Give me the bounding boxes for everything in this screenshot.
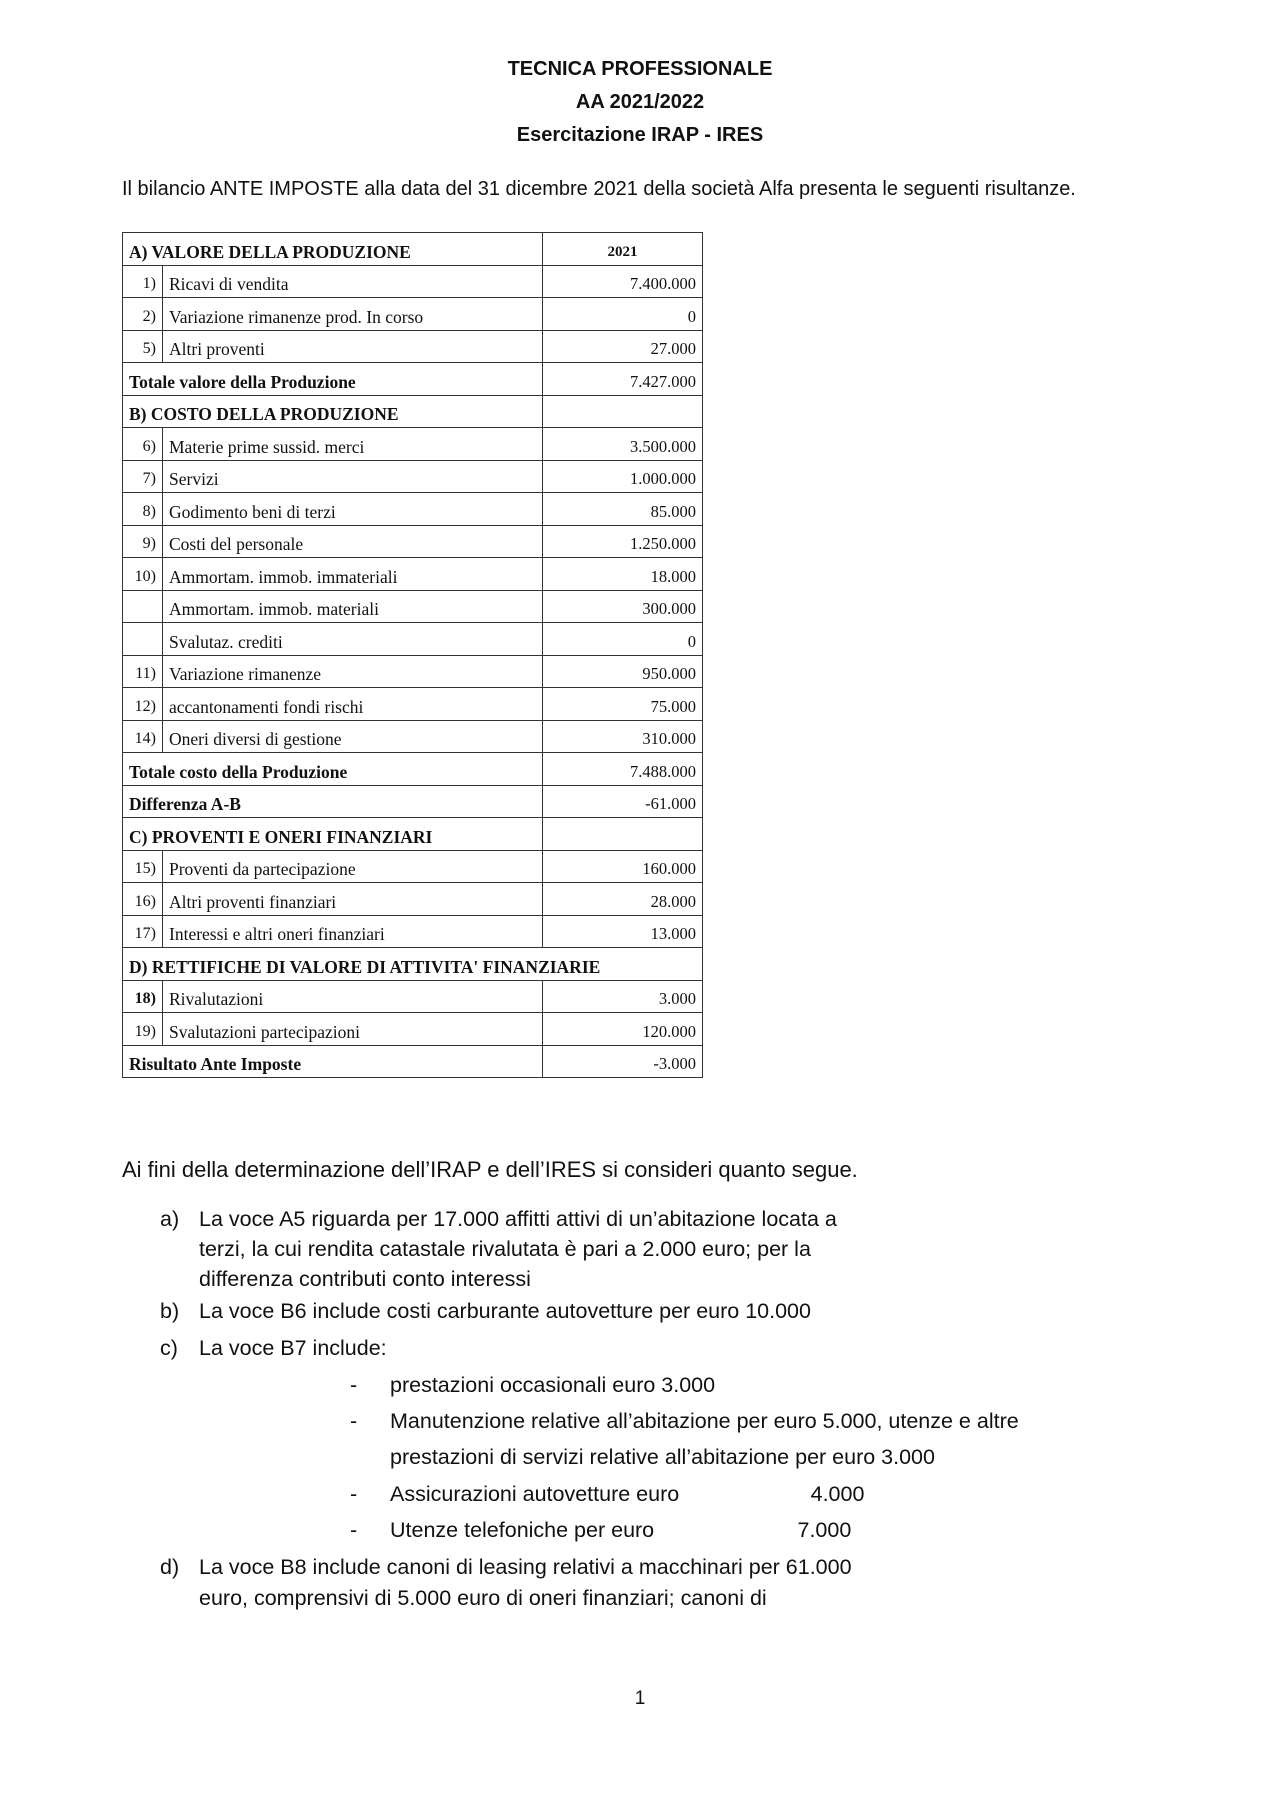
row-value: 18.000 xyxy=(543,558,703,591)
row-label: Ricavi di vendita xyxy=(163,265,543,298)
section-heading: B) COSTO DELLA PRODUZIONE xyxy=(123,395,543,428)
total-production-cost-row xyxy=(123,753,703,786)
sub-item-text: prestazioni di servizi relative all’abitazione per euro 3.000 xyxy=(390,1445,935,1469)
row-number xyxy=(123,590,163,623)
total-value: 7.488.000 xyxy=(543,753,703,786)
list-letter: a) xyxy=(160,1207,180,1231)
list-text: La voce B7 include: xyxy=(199,1336,387,1360)
sub-item-text: Assicurazioni autovetture euro 4.000 xyxy=(390,1482,865,1506)
table-row xyxy=(123,590,703,623)
list-text: terzi, la cui rendita catastale rivalutata è pari a 2.000 euro; per la xyxy=(199,1237,811,1261)
sub-item-text: Manutenzione relative all’abitazione per euro 5.000, utenze e altre xyxy=(390,1409,1019,1433)
table-row xyxy=(123,623,703,656)
row-value: 28.000 xyxy=(543,883,703,916)
table-row xyxy=(123,655,703,688)
page-number: 1 xyxy=(634,1688,646,1709)
row-value: 300.000 xyxy=(543,590,703,623)
row-value: 0 xyxy=(543,298,703,331)
table-row xyxy=(123,265,703,298)
list-letter: c) xyxy=(160,1336,178,1360)
row-value: 160.000 xyxy=(543,850,703,883)
row-value: 3.500.000 xyxy=(543,428,703,461)
row-number: 11) xyxy=(123,655,163,688)
difference-row xyxy=(123,785,703,818)
sub-item-text: Utenze telefoniche per euro 7.000 xyxy=(390,1518,852,1542)
table-row xyxy=(123,558,703,591)
total-label: Risultato Ante Imposte xyxy=(123,1045,543,1078)
total-production-value-row xyxy=(123,363,703,396)
dash-bullet: - xyxy=(350,1518,358,1542)
row-number: 7) xyxy=(123,460,163,493)
table-row xyxy=(123,493,703,526)
table-row xyxy=(123,915,703,948)
empty-cell xyxy=(543,818,703,851)
row-number: 17) xyxy=(123,915,163,948)
table-row xyxy=(123,883,703,916)
row-value: 7.400.000 xyxy=(543,265,703,298)
row-number: 14) xyxy=(123,720,163,753)
table-row xyxy=(123,460,703,493)
table-row xyxy=(123,330,703,363)
pre-tax-result-row xyxy=(123,1045,703,1078)
row-value: 120.000 xyxy=(543,1013,703,1046)
row-number: 2) xyxy=(123,298,163,331)
row-label: Variazione rimanenze prod. In corso xyxy=(163,298,543,331)
total-label: Totale valore della Produzione xyxy=(123,363,543,396)
section-b-header xyxy=(123,395,703,428)
row-label: Materie prime sussid. merci xyxy=(163,428,543,461)
exercise-title: Esercitazione IRAP - IRES xyxy=(516,124,764,146)
list-text: euro, comprensivi di 5.000 euro di oneri finanziari; canoni di xyxy=(199,1586,767,1610)
table-row xyxy=(123,298,703,331)
list-text: La voce B8 include canoni di leasing relativi a macchinari per 61.000 xyxy=(199,1555,852,1579)
list-text: La voce A5 riguarda per 17.000 affitti attivi di un’abitazione locata a xyxy=(199,1207,837,1231)
row-label: accantonamenti fondi rischi xyxy=(163,688,543,721)
total-value: 7.427.000 xyxy=(543,363,703,396)
total-label: Totale costo della Produzione xyxy=(123,753,543,786)
table-row xyxy=(123,980,703,1013)
row-number xyxy=(123,623,163,656)
row-value: 950.000 xyxy=(543,655,703,688)
dash-bullet: - xyxy=(350,1373,358,1397)
document-title xyxy=(0,53,1280,152)
row-number: 10) xyxy=(123,558,163,591)
total-label: Differenza A-B xyxy=(123,785,543,818)
row-value: 85.000 xyxy=(543,493,703,526)
row-value: 13.000 xyxy=(543,915,703,948)
section-heading: C) PROVENTI E ONERI FINANZIARI xyxy=(123,818,543,851)
table-row xyxy=(123,720,703,753)
row-number: 15) xyxy=(123,850,163,883)
row-label: Rivalutazioni xyxy=(163,980,543,1013)
section-heading: A) VALORE DELLA PRODUZIONE xyxy=(123,233,543,266)
row-value: 310.000 xyxy=(543,720,703,753)
row-label: Godimento beni di terzi xyxy=(163,493,543,526)
section-a-header xyxy=(123,233,703,266)
list-letter: b) xyxy=(160,1299,180,1323)
row-label: Oneri diversi di gestione xyxy=(163,720,543,753)
considerations-heading: Ai fini della determinazione dell’IRAP e dell’IRES si consideri quanto segue. xyxy=(122,1157,858,1182)
dash-bullet: - xyxy=(350,1409,358,1433)
row-label: Svalutazioni partecipazioni xyxy=(163,1013,543,1046)
income-statement-table xyxy=(122,232,703,1078)
row-label: Variazione rimanenze xyxy=(163,655,543,688)
list-text: La voce B6 include costi carburante autovetture per euro 10.000 xyxy=(199,1299,811,1323)
dash-bullet: - xyxy=(350,1482,358,1506)
row-label: Altri proventi finanziari xyxy=(163,883,543,916)
row-label: Servizi xyxy=(163,460,543,493)
row-number: 1) xyxy=(123,265,163,298)
table-row xyxy=(123,525,703,558)
row-value: 27.000 xyxy=(543,330,703,363)
row-label: Proventi da partecipazione xyxy=(163,850,543,883)
section-heading: D) RETTIFICHE DI VALORE DI ATTIVITA' FINANZIARIE xyxy=(123,948,703,981)
total-value: -61.000 xyxy=(543,785,703,818)
table-row xyxy=(123,688,703,721)
list-text: differenza contributi conto interessi xyxy=(199,1267,531,1291)
total-value: -3.000 xyxy=(543,1045,703,1078)
academic-year: AA 2021/2022 xyxy=(575,91,705,113)
empty-cell xyxy=(543,395,703,428)
row-number: 19) xyxy=(123,1013,163,1046)
row-number: 8) xyxy=(123,493,163,526)
row-number: 5) xyxy=(123,330,163,363)
year-header: 2021 xyxy=(543,233,703,266)
row-number: 9) xyxy=(123,525,163,558)
row-value: 1.000.000 xyxy=(543,460,703,493)
row-label: Altri proventi xyxy=(163,330,543,363)
row-number: 6) xyxy=(123,428,163,461)
row-label: Ammortam. immob. materiali xyxy=(163,590,543,623)
row-label: Interessi e altri oneri finanziari xyxy=(163,915,543,948)
row-value: 75.000 xyxy=(543,688,703,721)
row-label: Costi del personale xyxy=(163,525,543,558)
row-label: Svalutaz. crediti xyxy=(163,623,543,656)
row-value: 0 xyxy=(543,623,703,656)
row-label: Ammortam. immob. immateriali xyxy=(163,558,543,591)
row-value: 3.000 xyxy=(543,980,703,1013)
list-letter: d) xyxy=(160,1555,180,1579)
table-row xyxy=(123,428,703,461)
sub-item-text: prestazioni occasionali euro 3.000 xyxy=(390,1373,716,1397)
row-value: 1.250.000 xyxy=(543,525,703,558)
course-title: TECNICA PROFESSIONALE xyxy=(507,58,773,80)
intro-paragraph: Il bilancio ANTE IMPOSTE alla data del 31 dicembre 2021 della società Alfa presenta le seguenti risultanze. xyxy=(122,178,1076,200)
table-row xyxy=(123,850,703,883)
table-row xyxy=(123,1013,703,1046)
row-number: 12) xyxy=(123,688,163,721)
section-d-header xyxy=(123,948,703,981)
section-c-header xyxy=(123,818,703,851)
row-number: 18) xyxy=(123,980,163,1013)
income-statement-body xyxy=(123,233,703,1078)
row-number: 16) xyxy=(123,883,163,916)
